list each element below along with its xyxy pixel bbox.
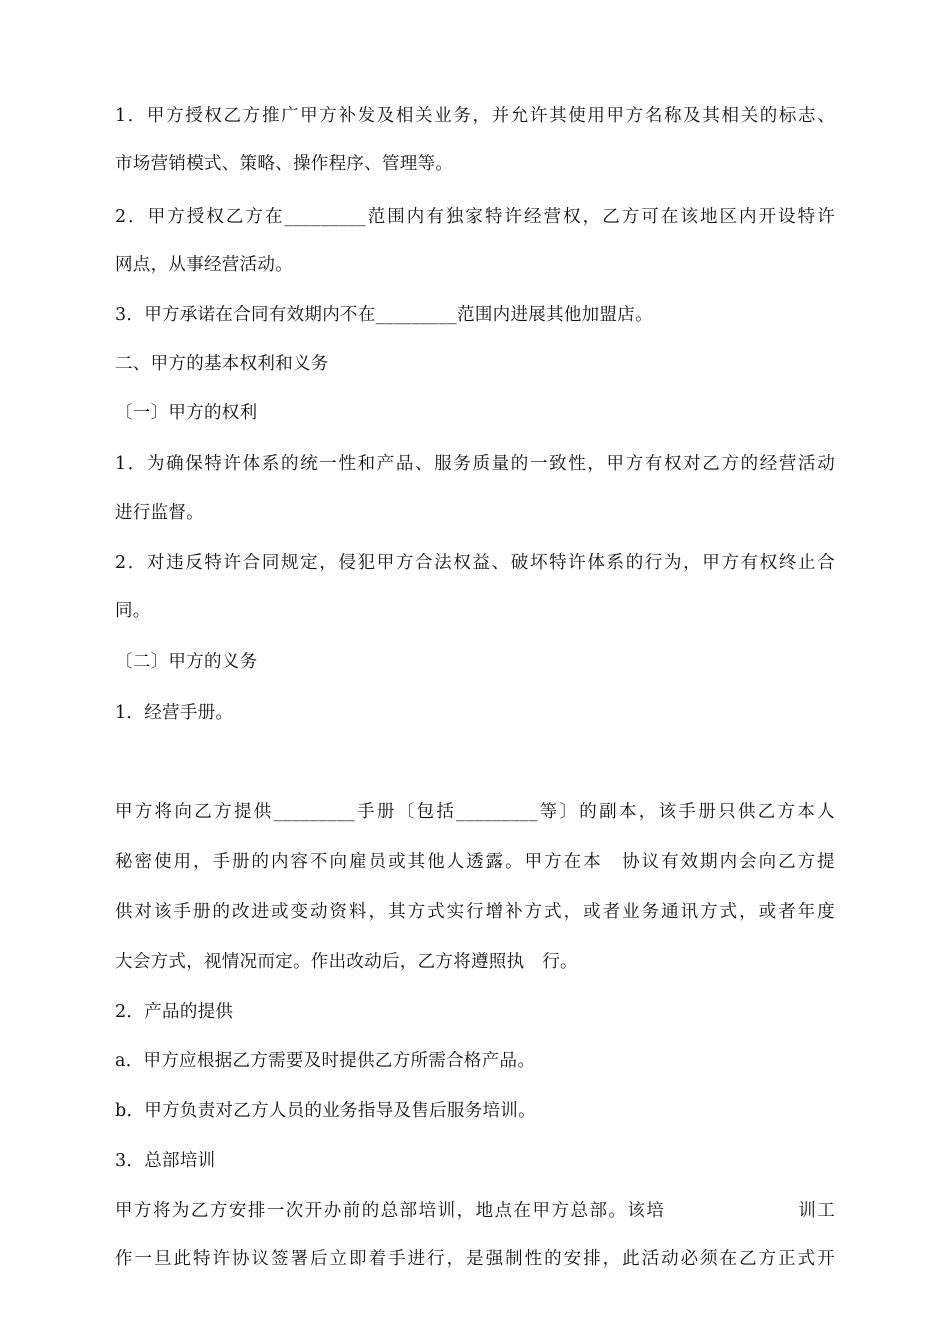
paragraph-line: b．甲方负责对乙方人员的业务指导及售后服务培训。 bbox=[115, 1101, 536, 1121]
paragraph-line: 1．经营手册。 bbox=[115, 703, 234, 723]
paragraph-line: 供对该手册的改进或变动资料，其方式实行增补方式，或者业务通讯方式，或者年度 bbox=[115, 902, 835, 922]
section-heading: 二、甲方的基本权利和义务 bbox=[115, 354, 329, 374]
paragraph-line: 1．为确保特许体系的统一性和产品、服务质量的一致性，甲方有权对乙方的经营活动 bbox=[115, 454, 835, 474]
subsection-heading: 〔一〕甲方的权利 bbox=[115, 403, 258, 423]
paragraph-line: 进行监督。 bbox=[115, 503, 204, 523]
paragraph-line: 甲方将为乙方安排一次开办前的总部培训，地点在甲方总部。该培 训工 bbox=[115, 1201, 835, 1221]
paragraph-line: 3．甲方承诺在合同有效期内不在_________范围内进展其他加盟店。 bbox=[115, 305, 653, 325]
paragraph-line: a．甲方应根据乙方需要及时提供乙方所需合格产品。 bbox=[115, 1051, 536, 1071]
subsection-heading: 〔二〕甲方的义务 bbox=[115, 652, 258, 672]
paragraph-line: 市场营销模式、策略、操作程序、管理等。 bbox=[115, 154, 454, 174]
paragraph-line: 同。 bbox=[115, 601, 151, 621]
paragraph-line: 2．产品的提供 bbox=[115, 1002, 234, 1022]
paragraph-line: 1．甲方授权乙方推广甲方补发及相关业务，并允许其使用甲方名称及其相关的标志、 bbox=[115, 106, 835, 126]
paragraph-line: 大会方式，视情况而定。作出改动后，乙方将遵照执 行。 bbox=[115, 952, 578, 972]
paragraph-line: 作一旦此特许协议签署后立即着手进行，是强制性的安排，此活动必须在乙方正式开 bbox=[115, 1249, 835, 1269]
paragraph-line: 甲方将向乙方提供_________手册〔包括_________等〕的副本，该手册只供乙方本人 bbox=[115, 802, 835, 822]
paragraph-line: 2．对违反特许合同规定，侵犯甲方合法权益、破坏特许体系的行为，甲方有权终止合 bbox=[115, 553, 835, 573]
paragraph-line: 网点，从事经营活动。 bbox=[115, 255, 293, 275]
paragraph-line: 秘密使用，手册的内容不向雇员或其他人透露。甲方在本 协议有效期内会向乙方提 bbox=[115, 852, 835, 872]
paragraph-line: 3．总部培训 bbox=[115, 1151, 216, 1171]
paragraph-line: 2．甲方授权乙方在_________范围内有独家特许经营权，乙方可在该地区内开设特许 bbox=[115, 207, 835, 227]
